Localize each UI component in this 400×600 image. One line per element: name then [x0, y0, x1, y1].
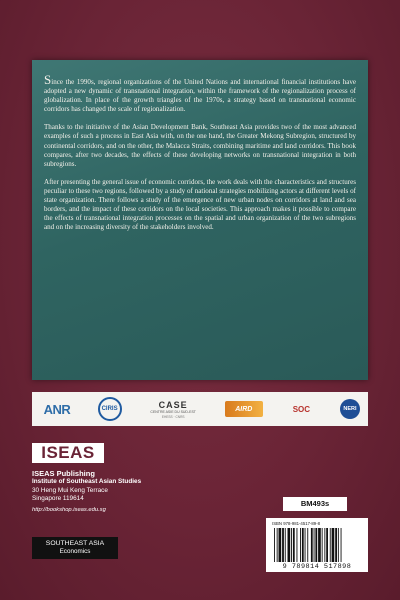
barcode-bar	[326, 528, 328, 562]
barcode-bar	[322, 528, 323, 562]
address-line-1: 30 Heng Mui Keng Terrace	[32, 486, 108, 494]
barcode-bar	[324, 528, 325, 562]
barcode-bar	[330, 528, 331, 562]
barcode-bar	[315, 528, 317, 562]
barcode-bar	[297, 528, 298, 562]
soc-logo: SOC	[292, 404, 311, 414]
barcode-bar	[338, 528, 339, 562]
barcode-bar	[302, 528, 304, 562]
barcode-bar	[307, 528, 308, 562]
barcode-bars	[274, 528, 360, 562]
isbn-barcode	[266, 518, 368, 572]
barcode-bar	[274, 528, 275, 562]
neri-logo: NERI	[340, 399, 360, 419]
publisher-url: http://bookshop.iseas.edu.sg	[32, 506, 106, 513]
category-region: SOUTHEAST ASIA	[45, 540, 105, 547]
subject-category-box	[32, 537, 118, 559]
publisher-info	[32, 469, 141, 514]
barcode-digits: 9 789814 517898	[282, 563, 352, 571]
publisher-name: ISEAS Publishing	[32, 469, 95, 478]
barcode-bar	[300, 528, 301, 562]
blurb-paragraph-3: After presenting the general issue of economic corridors, the work deals with the characteristics and structures peculiar to these two regions, followed by a study of national strategies mobilizing actors at different levels of state organization. There follows a study of the emergence of new urban nodes on corridors at land and sea borders, and the impact of these corridors on the local societies. This approach makes it possible to compare the effects of transnational integration processes on the spatial and urban organization of the two subregions and on the increasing diversity of the stakeholders involved.	[44, 177, 356, 232]
aird-logo: AIRD	[225, 401, 263, 417]
barcode-bar	[291, 528, 292, 562]
barcode-bar	[285, 528, 286, 562]
barcode-bar	[318, 528, 321, 562]
case-logo: CASE CENTRE ASIE DU SUD-EST EHESS · CNRS	[150, 399, 196, 419]
barcode-bar	[282, 528, 284, 562]
institute-name: Institute of Southeast Asian Studies	[32, 478, 142, 485]
barcode-bar	[311, 528, 313, 562]
iseas-logo: ISEAS	[32, 443, 104, 463]
barcode-bar	[341, 528, 342, 562]
drop-cap: S	[44, 72, 52, 87]
back-cover-blurb	[32, 60, 368, 380]
barcode-bar	[279, 528, 282, 562]
category-subject: Economics	[59, 548, 91, 555]
barcode-bar	[314, 528, 315, 562]
barcode-bar	[305, 528, 306, 562]
blurb-paragraph-2: Thanks to the initiative of the Asian Development Bank, Southeast Asia provides two of the most advanced examples of such a process in East Asia with, on the one hand, the Greater Mekong Subregion, structured by continental corridors, and on the other, the Malacca Straits, combining maritime and land corridors. This book compares, after two decades, the effects of these developing networks on transnational integration in both subregions.	[44, 123, 356, 168]
ciris-logo: CIRIS	[98, 397, 122, 421]
barcode-bar	[335, 528, 337, 562]
partner-logos-strip	[32, 392, 368, 426]
barcode-bar	[288, 528, 291, 562]
blurb-paragraph-1: Since the 1990s, regional organizations of the United Nations and international financial institutions have adopted a new dynamic of transnational integration, within the framework of the regionalization process of globalization. In place of the growth triangles of the 1970s, a strategy based on transnational economic corridors has changed the scale of regionalization.	[44, 72, 356, 114]
barcode-bar	[277, 528, 278, 562]
isbn-label: ISBN 978-981-4517-89-8	[272, 521, 321, 526]
barcode-bar	[332, 528, 335, 562]
barcode-bar	[293, 528, 295, 562]
anr-logo: ANR	[43, 401, 71, 417]
address-line-2: Singapore 119614	[32, 495, 84, 502]
catalog-code: BM493s	[283, 497, 347, 511]
